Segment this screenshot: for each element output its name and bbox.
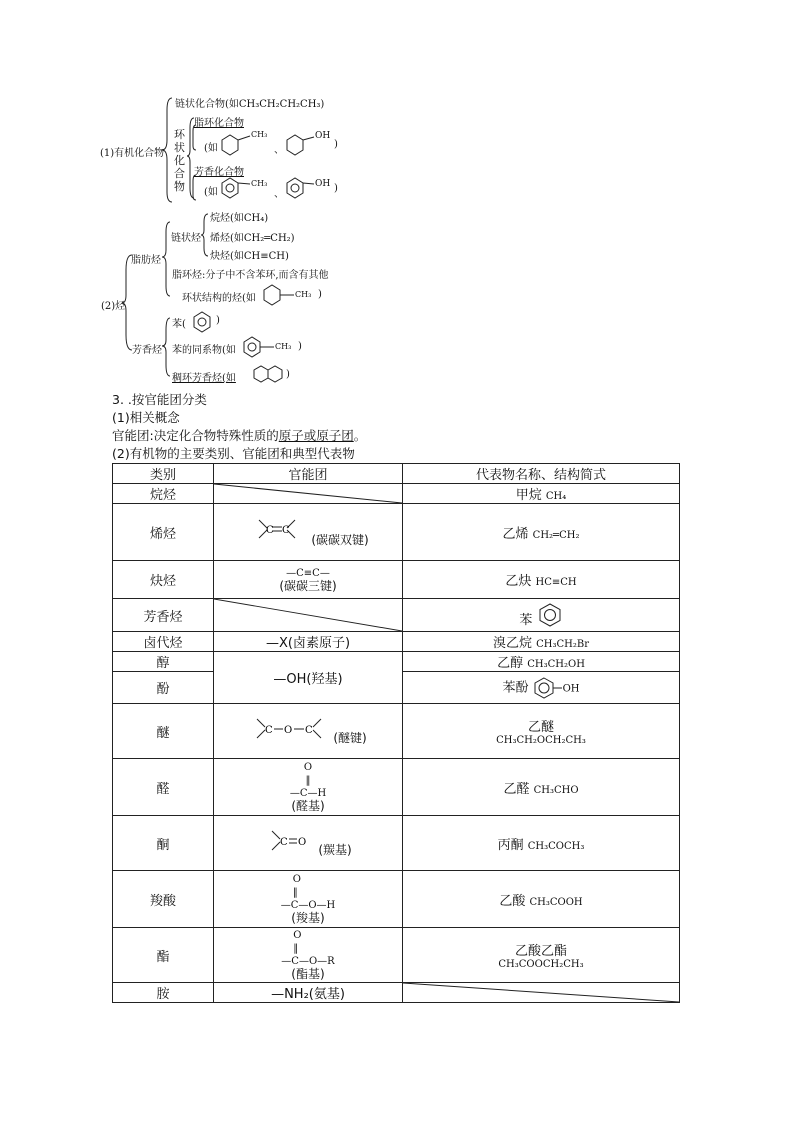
rep-alcohol: 乙醇 CH₃CH₂OH: [403, 652, 680, 672]
brace-chain-hc: [201, 214, 208, 256]
svg-text:C: C: [280, 837, 288, 848]
rep-alkene: 乙烯 CH₂═CH₂: [403, 504, 680, 561]
section3-heading: 3. .按官能团分类: [112, 392, 207, 407]
fg-haloalkane: —X(卤素原子): [214, 632, 403, 652]
cyclohexanol-ring-icon: [287, 135, 303, 155]
tree2-alkene: 烯烃(如CH₂═CH₂): [210, 233, 295, 244]
table-row: [113, 652, 680, 672]
tree2-aromatic-hc: 芳香烃: [132, 345, 162, 356]
cat-carboxylic-acid: 羧酸: [113, 871, 214, 928]
table-header-row: [113, 464, 680, 484]
tree2-alkyne: 炔烃(如CH≡CH): [210, 251, 289, 262]
rep-carboxylic-acid: 乙酸 CH₃COOH: [403, 871, 680, 928]
cat-alkyne: 炔烃: [113, 561, 214, 599]
tree1-alicyclic: 脂环化合物: [194, 118, 244, 129]
fg-ester: O ‖ —C—O—R (酯基): [214, 928, 403, 983]
tree2-alicyclic-sub: CH₃: [295, 290, 312, 299]
tree1-alicyclic-sep: 、: [274, 145, 284, 156]
tree2-chain-hc: 链状烃: [171, 233, 201, 244]
cat-phenol: 酚: [113, 672, 214, 704]
cat-amine: 胺: [113, 983, 214, 1003]
phenol-ring-icon-tree: [287, 178, 303, 198]
fg-ketone: C O (羰基): [214, 816, 403, 871]
methylcyclohexane-ring-icon: [264, 285, 280, 305]
header-category: 类别: [113, 464, 214, 484]
fg-amino: —NH₂(氨基): [214, 983, 403, 1003]
section3-sub2: (2)有机物的主要类别、官能团和典型代表物: [112, 446, 355, 461]
tree1-aromatic-sub1: CH₃: [251, 179, 268, 188]
fg-hydroxyl: —OH(羟基): [214, 652, 403, 704]
table-row: [113, 871, 680, 928]
header-representative: 代表物名称、结构简式: [403, 464, 680, 484]
tree2-alkane: 烷烃(如CH₄): [210, 213, 269, 224]
tree2-fused-suffix: ): [286, 369, 290, 380]
header-functional-group: 官能团: [214, 464, 403, 484]
phenol-ring-icon: [533, 676, 563, 700]
table-row: [113, 504, 680, 561]
tree1-alicyclic-suffix: ): [334, 139, 338, 150]
table-row: [113, 928, 680, 983]
fg-aromatic-empty: [214, 599, 403, 632]
tree1-alicyclic-prefix: (如: [204, 143, 218, 154]
cat-ketone: 酮: [113, 816, 214, 871]
rep-aromatic: 苯: [403, 599, 680, 632]
svg-text:C: C: [266, 525, 274, 536]
cat-alkane: 烷烃: [113, 484, 214, 504]
carbonyl-icon: [264, 828, 314, 854]
table-row: [113, 816, 680, 871]
tree1-alicyclic-sub2: OH: [315, 131, 331, 141]
cat-ether: 醚: [113, 704, 214, 759]
tree1-aromatic-suffix: ): [334, 183, 338, 194]
svg-text:C: C: [305, 725, 313, 736]
tree2-alicyclic-line1: 脂环烃:分子中不含苯环,而含有其他: [172, 270, 329, 281]
ether-bond-icon: [249, 716, 329, 742]
brace-aromatic: [193, 175, 196, 200]
cc-double-bond-icon: [247, 516, 307, 544]
tree1-aromatic: 芳香化合物: [194, 167, 244, 178]
brace-aliphatic: [162, 222, 170, 296]
fg-alkane-empty: [214, 484, 403, 504]
tree2-homolog: 苯的同系物(如: [172, 345, 236, 356]
cat-aromatic: 芳香烃: [113, 599, 214, 632]
cat-alkene: 烯烃: [113, 504, 214, 561]
table-row: [113, 983, 680, 1003]
tree1-alicyclic-sub1: CH₃: [251, 130, 268, 139]
tree2-benzene-suffix: ): [216, 315, 220, 326]
table-row: [113, 759, 680, 816]
fg-ether: C O C (醚键): [214, 704, 403, 759]
tree2-fused: 稠环芳香烃(如: [172, 373, 236, 384]
tree2-root: (2)烃: [101, 301, 126, 312]
tree1-aromatic-prefix: (如: [204, 187, 218, 198]
svg-text:O: O: [298, 837, 307, 848]
tree1-aromatic-sep: 、: [274, 189, 284, 200]
naphthalene-ring-icon: [254, 366, 268, 382]
cat-alcohol: 醇: [113, 652, 214, 672]
table-row: [113, 632, 680, 652]
table-row: [113, 599, 680, 632]
tree2-homolog-sub: CH₃: [275, 342, 292, 351]
cat-haloalkane: 卤代烃: [113, 632, 214, 652]
rep-ketone: 丙酮 CH₃COCH₃: [403, 816, 680, 871]
cyclohexane-ring-icon: [222, 135, 238, 155]
tree2-alicyclic-suffix: ): [318, 289, 322, 300]
svg-text:C: C: [265, 725, 273, 736]
fg-carboxyl: O ‖ —C—O—H (羧基): [214, 871, 403, 928]
toluene-ring-icon: [222, 178, 238, 198]
tree2-homolog-suffix: ): [298, 341, 302, 352]
benzene-ring-icon: [537, 602, 563, 628]
tree1-ring-compounds-label: 环 状 化 合 物: [174, 128, 185, 193]
rep-phenol: 苯酚 OH: [403, 672, 680, 704]
fg-aldehyde: O ‖ —C—H (醛基): [214, 759, 403, 816]
tree2-benzene: 苯(: [172, 319, 186, 330]
tree2-alicyclic-line2: 环状结构的烃(如: [182, 293, 256, 304]
tree1-aromatic-sub2: OH: [315, 179, 331, 189]
rep-aldehyde: 乙醛 CH₃CHO: [403, 759, 680, 816]
fg-alkene: C C (碳碳双键): [214, 504, 403, 561]
functional-group-table: [112, 463, 680, 1003]
section3-sub1: (1)相关概念: [112, 410, 180, 425]
rep-alkyne: 乙炔 HC≡CH: [403, 561, 680, 599]
rep-amine-empty: [403, 983, 680, 1003]
table-row: [113, 484, 680, 504]
tree2-aliphatic: 脂肪烃: [131, 255, 161, 266]
benzene-ring-icon-tree: [194, 312, 210, 332]
rep-ether: 乙醚 CH₃CH₂OCH₂CH₃: [403, 704, 680, 759]
fg-alkyne: —C≡C— (碳碳三键): [214, 561, 403, 599]
rep-haloalkane: 溴乙烷 CH₃CH₂Br: [403, 632, 680, 652]
table-row: [113, 561, 680, 599]
tree1-root: (1)有机化合物: [100, 148, 165, 159]
cat-ester: 酯: [113, 928, 214, 983]
table-row: [113, 704, 680, 759]
svg-text:C: C: [282, 525, 290, 536]
svg-text:O: O: [284, 725, 293, 736]
rep-alkane: 甲烷 CH₄: [403, 484, 680, 504]
cat-aldehyde: 醛: [113, 759, 214, 816]
brace-aromatic-hc: [162, 318, 170, 376]
toluene-homolog-ring-icon: [244, 337, 260, 357]
section3-definition: 官能团:决定化合物特殊性质的原子或原子团。: [112, 428, 367, 443]
rep-ester: 乙酸乙酯 CH₃COOCH₂CH₃: [403, 928, 680, 983]
tree1-chain-compounds: 链状化合物(如CH₃CH₂CH₂CH₃): [175, 99, 325, 110]
